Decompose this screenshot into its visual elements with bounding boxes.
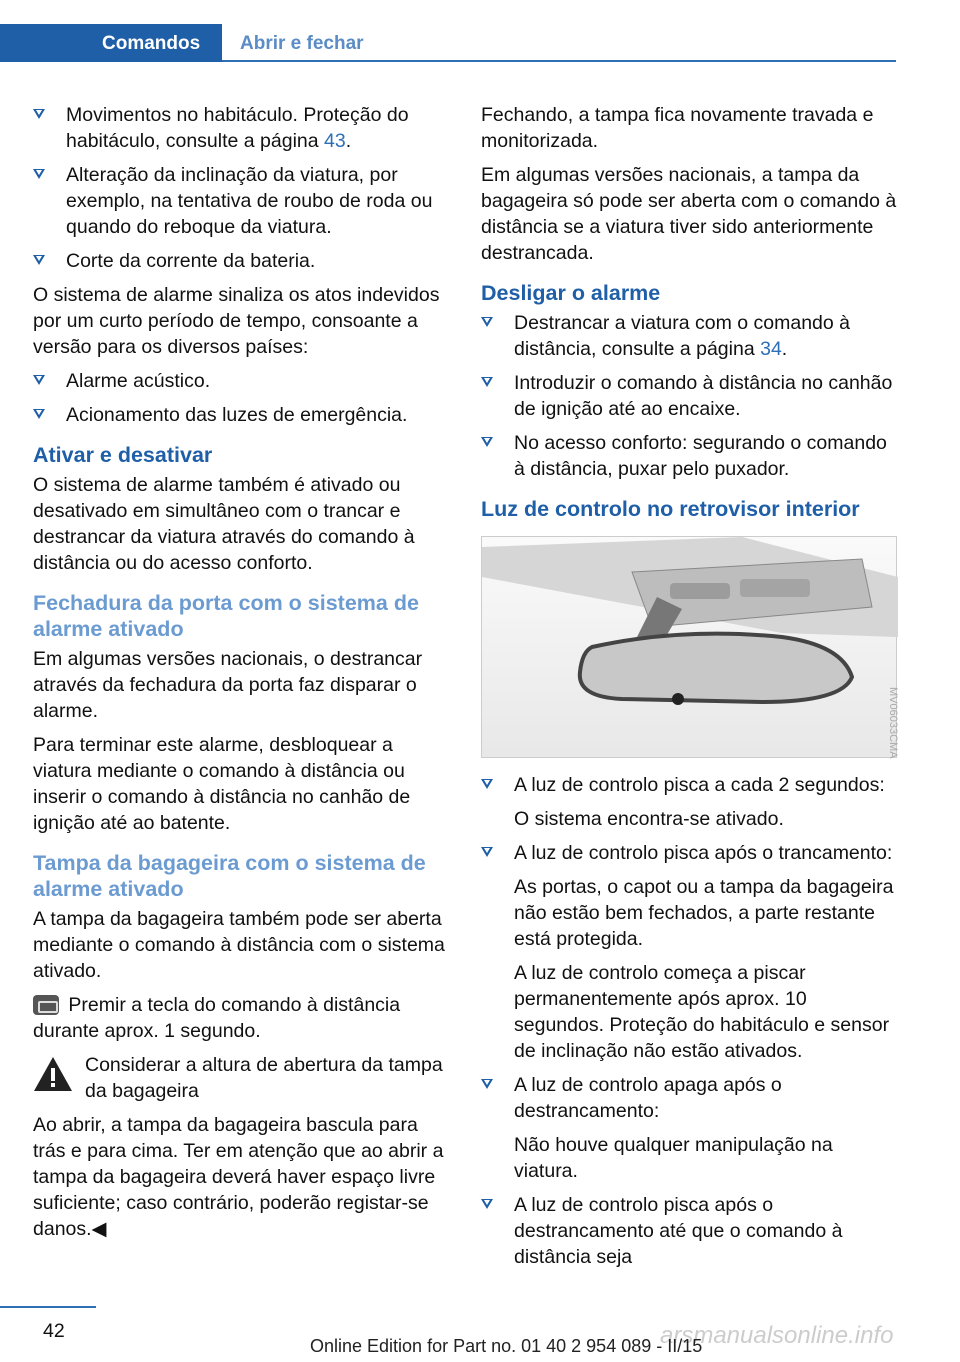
bullet-triangle-icon	[33, 109, 45, 119]
warning-triangle-icon	[33, 1056, 73, 1092]
mirror-photo	[481, 536, 897, 758]
photo-code: MV06033CMA	[887, 687, 899, 759]
bullet-triangle-icon	[33, 255, 45, 265]
watermark: arsmanualsonline.info	[660, 1322, 894, 1349]
bullet-triangle-icon	[481, 1199, 493, 1209]
paragraph: Em algumas versões nacionais, o destrancar através da fechadura da porta faz disparar o alarme.	[33, 648, 423, 722]
list-item: Movimentos no habitáculo. Proteção do habitáculo, consulte a página 43.	[33, 102, 448, 154]
paragraph: Para terminar este alarme, desbloquear a viatura mediante o comando à distância ou inserir o comando à distância no canhão de ignição até ao batente.	[33, 734, 411, 834]
heading-fechadura: Fechadura da porta com o sistema de alarme ativado	[33, 591, 419, 641]
right-column	[481, 102, 897, 1278]
list-item: Acionamento das luzes de emergência.	[33, 402, 448, 428]
list-item: A luz de controlo apaga após o destrancamento:	[481, 1072, 897, 1124]
list-item: A luz de controlo pisca a cada 2 segundos:	[481, 772, 897, 798]
left-column	[33, 102, 448, 1250]
page-number: 42	[43, 1320, 65, 1342]
trunk-key-icon	[33, 995, 59, 1015]
list-item: Corte da corrente da bateria.	[33, 248, 448, 274]
footer-rule	[0, 1306, 96, 1308]
bullet-triangle-icon	[481, 779, 493, 789]
list-item: No acesso conforto: segurando o comando à distância, puxar pelo puxador.	[481, 430, 897, 482]
bullet-triangle-icon	[33, 169, 45, 179]
paragraph: Premir a tecla do comando à distância durante aprox. 1 segundo.	[33, 994, 401, 1042]
bullet-triangle-icon	[481, 1079, 493, 1089]
sub-paragraph: As portas, o capot ou a tampa da bagageira não estão bem fechados, a parte restante está protegida.	[514, 876, 894, 950]
warning-note: Considerar a altura de abertura da tampa da bagageira	[33, 1052, 448, 1104]
list-item: Introduzir o comando à distância no canhão de ignição até ao encaixe.	[481, 370, 897, 422]
sub-paragraph: A luz de controlo começa a piscar permanentemente após aprox. 10 segundos. Proteção do habitáculo e sensor de inclinação não estão ativados.	[514, 962, 890, 1062]
paragraph: O sistema de alarme sinaliza os atos indevidos por um curto período de tempo, consoante a versão para os diversos países:	[33, 284, 440, 358]
bullet-triangle-icon	[481, 437, 493, 447]
paragraph: Fechando, a tampa fica novamente travada e monitorizada.	[481, 104, 874, 152]
page-link-43[interactable]: 43	[324, 130, 346, 152]
bullet-triangle-icon	[33, 375, 45, 385]
bullet-triangle-icon	[33, 409, 45, 419]
online-edition-note: Online Edition for Part no. 01 40 2 954 089 - II/15	[310, 1336, 703, 1356]
bullet-triangle-icon	[481, 317, 493, 327]
list-item: Alteração da inclinação da viatura, por exemplo, na tentativa de roubo de roda ou quando do reboque da viatura.	[33, 162, 448, 240]
paragraph: Em algumas versões nacionais, a tampa da bagageira só pode ser aberta com o comando à distância se a viatura tiver sido anteriormente destrancada.	[481, 164, 897, 264]
tab-abrir-e-fechar[interactable]: Abrir e fechar	[240, 33, 364, 54]
paragraph: O sistema de alarme também é ativado ou desativado em simultâneo com o trancar e destrancar da viatura através do comando à distância ou do acesso conforto.	[33, 474, 415, 574]
tab-comandos[interactable]: Comandos	[0, 24, 222, 62]
page-link-34[interactable]: 34	[760, 338, 782, 360]
heading-ativar: Ativar e desativar	[33, 443, 213, 467]
list-item: Destrancar a viatura com o comando à distância, consulte a página 34.	[481, 310, 897, 362]
list-item: A luz de controlo pisca após o trancamento:	[481, 840, 897, 866]
heading-desligar: Desligar o alarme	[481, 281, 661, 305]
bullet-triangle-icon	[481, 377, 493, 387]
heading-tampa: Tampa da bagageira com o sistema de alarme ativado	[33, 851, 426, 901]
sub-paragraph: Não houve qualquer manipulação na viatura.	[514, 1134, 833, 1182]
bullet-triangle-icon	[481, 847, 493, 857]
list-item: Alarme acústico.	[33, 368, 448, 394]
list-item: A luz de controlo pisca após o destrancamento até que o comando à distância seja	[481, 1192, 897, 1270]
rearview-mirror-illustration	[482, 537, 898, 759]
heading-luz: Luz de controlo no retrovisor interior	[481, 497, 860, 521]
sub-paragraph: O sistema encontra-se ativado.	[514, 808, 784, 830]
paragraph: Ao abrir, a tampa da bagageira bascula para trás e para cima. Ter em atenção que ao abrir a tampa da bagageira deverá haver espaço livre suficiente; caso contrário, poderão registar-se danos.◀	[33, 1114, 444, 1240]
paragraph: A tampa da bagageira também pode ser aberta mediante o comando à distância com o sistema ativado.	[33, 908, 445, 982]
